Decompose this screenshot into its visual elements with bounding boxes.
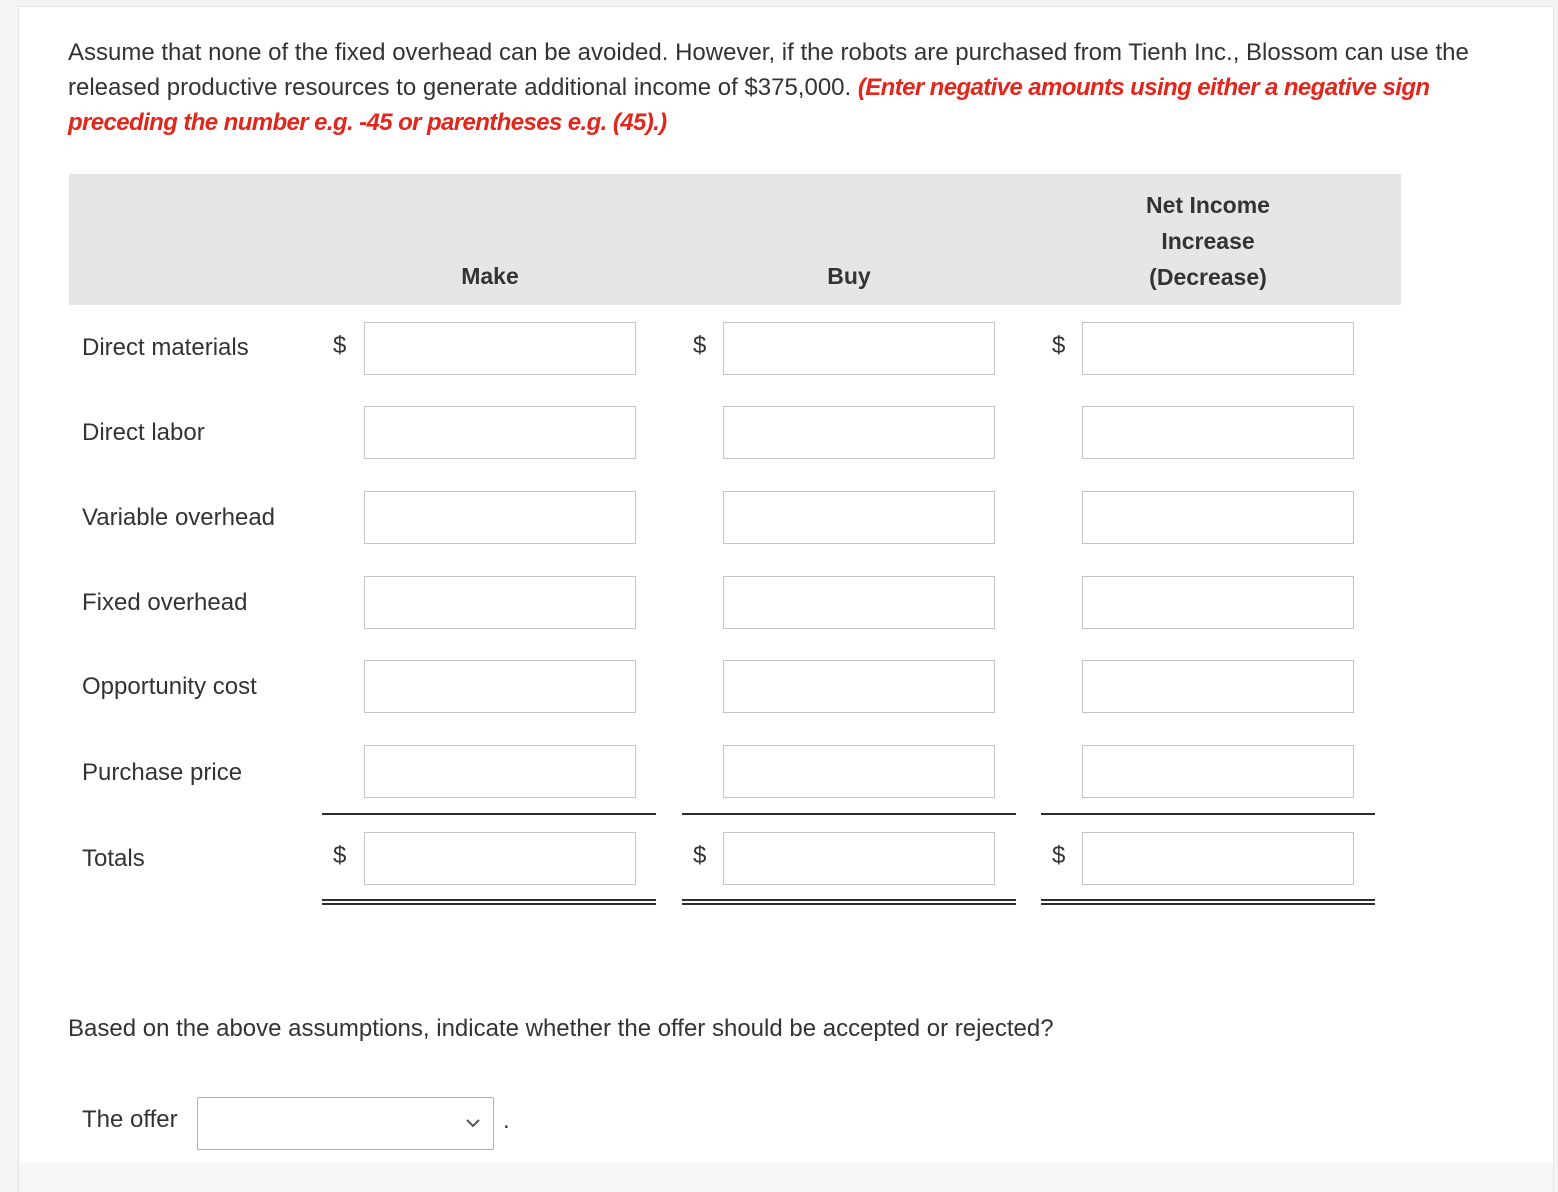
instructions-note: (Enter negative amounts using either a negative sign preceding the number e.g. -45 or parentheses e.g. (45).) <box>68 74 1430 136</box>
column-header-make: Make <box>461 263 519 289</box>
decision-question: Based on the above assumptions, indicate whether the offer should be accepted or rejected? <box>68 1015 1054 1042</box>
totals-buy-input[interactable] <box>723 832 995 885</box>
instructions <box>68 35 1508 140</box>
variable-overhead-buy-input[interactable] <box>723 491 995 544</box>
dollar-sign: $ <box>1052 332 1066 359</box>
fixed-overhead-net-input[interactable] <box>1082 576 1354 629</box>
opportunity-cost-net-input[interactable] <box>1082 660 1354 713</box>
direct-labor-make-input[interactable] <box>364 406 636 459</box>
row-label-opportunity-cost: Opportunity cost <box>82 673 257 700</box>
purchase-price-make-input[interactable] <box>364 745 636 798</box>
net-header-line-3: (Decrease) <box>1149 264 1267 290</box>
offer-label: The offer <box>82 1106 178 1133</box>
opportunity-cost-buy-input[interactable] <box>723 660 995 713</box>
fixed-overhead-make-input[interactable] <box>364 576 636 629</box>
opportunity-cost-make-input[interactable] <box>364 660 636 713</box>
subtotal-rule-make <box>322 813 656 815</box>
row-label-fixed-overhead: Fixed overhead <box>82 589 248 616</box>
purchase-price-buy-input[interactable] <box>723 745 995 798</box>
fixed-overhead-buy-input[interactable] <box>723 576 995 629</box>
offer-select[interactable] <box>197 1097 494 1150</box>
direct-materials-make-input[interactable] <box>364 322 636 375</box>
direct-materials-net-input[interactable] <box>1082 322 1354 375</box>
totals-net-input[interactable] <box>1082 832 1354 885</box>
dollar-sign: $ <box>1052 842 1066 869</box>
column-header-net-income <box>1088 187 1328 295</box>
total-double-rule-net <box>1041 899 1375 905</box>
net-header-line-1: Net Income <box>1146 192 1270 218</box>
variable-overhead-make-input[interactable] <box>364 491 636 544</box>
dollar-sign: $ <box>333 842 347 869</box>
totals-make-input[interactable] <box>364 832 636 885</box>
net-header-line-2: Increase <box>1161 228 1255 254</box>
subtotal-rule-net <box>1041 813 1375 815</box>
subtotal-rule-buy <box>682 813 1016 815</box>
direct-labor-net-input[interactable] <box>1082 406 1354 459</box>
total-double-rule-buy <box>682 899 1016 905</box>
total-double-rule-make <box>322 899 656 905</box>
row-label-totals: Totals <box>82 845 145 872</box>
panel-footer-band <box>18 1163 1554 1192</box>
direct-labor-buy-input[interactable] <box>723 406 995 459</box>
row-label-direct-materials: Direct materials <box>82 334 249 361</box>
dollar-sign: $ <box>693 332 707 359</box>
row-label-direct-labor: Direct labor <box>82 419 205 446</box>
direct-materials-buy-input[interactable] <box>723 322 995 375</box>
dollar-sign: $ <box>693 842 707 869</box>
offer-period: . <box>503 1107 510 1134</box>
chevron-down-icon <box>463 1113 483 1133</box>
purchase-price-net-input[interactable] <box>1082 745 1354 798</box>
variable-overhead-net-input[interactable] <box>1082 491 1354 544</box>
row-label-variable-overhead: Variable overhead <box>82 504 276 531</box>
row-label-purchase-price: Purchase price <box>82 759 243 786</box>
column-header-buy: Buy <box>827 263 871 289</box>
instructions-text: Assume that none of the fixed overhead can be avoided. However, if the robots are purchased from Tienh Inc., Blossom can use the released productive resources to generate additional income of $375,000. <box>68 39 1469 101</box>
dollar-sign: $ <box>333 332 347 359</box>
